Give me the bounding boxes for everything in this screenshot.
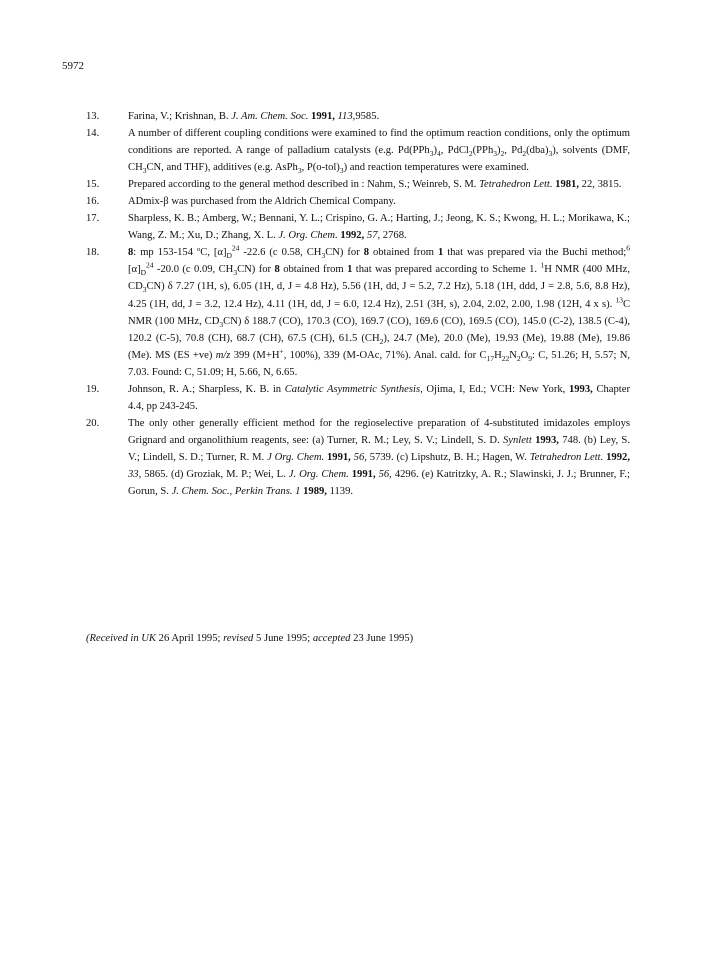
ref-text: CN) δ 188.7 (CO), 170.3 (CO), 169.7 (CO), 169.6 (CO), 169.5 (CO), 145.0 (C-2), 138.5 (C-4), 120.2 (C-5), 70.8 (CH), 68.7 (CH), 67.5 (CH), 61.5 (CH — [128, 315, 630, 344]
journal-name: J. Org. Chem. — [288, 468, 349, 480]
subscript: D — [140, 268, 147, 278]
ref-volume: 113, — [337, 111, 356, 122]
subscript: 3 — [233, 268, 238, 278]
ref-text: 399 (M+H — [233, 349, 280, 361]
ref-text: (PPh — [472, 145, 494, 157]
references-list — [86, 108, 630, 500]
ref-text: Prepared according to the general method described in : Nahm, S.; Weinreb, S. M. — [128, 179, 477, 191]
ref-text: that was prepared via the Buchi method; — [447, 247, 627, 259]
reference-number: 16. — [86, 196, 100, 208]
book-title: Catalytic Asymmetric Synthesis, — [284, 383, 423, 395]
ref-text: N — [509, 349, 517, 361]
journal-name: J Org. Chem. — [267, 451, 325, 463]
ref-text: that was prepared according to Scheme 1. — [355, 264, 538, 276]
mass-ratio-label: m/z — [215, 349, 231, 361]
ref-year: 1981, — [555, 179, 579, 191]
page-number: 5972 — [62, 60, 84, 72]
ref-text: CN) for — [237, 264, 272, 276]
ref-text: 4296. (e) Katritzky, A. R.; Slawinski, J. J.; Brunner, F.; Gorun, S. — [128, 468, 631, 498]
ref-text: 748. (b) Ley, S. V.; Lindell, S. D.; Turner, R. M. — [128, 434, 630, 463]
subscript: 3 — [493, 149, 497, 159]
ref-pages: 3815. — [597, 179, 622, 191]
reference-17 — [86, 210, 630, 244]
reference-number: 19. — [86, 383, 100, 395]
subscript: 3 — [142, 166, 147, 176]
ref-pages: 2768. — [382, 230, 407, 242]
reference-20 — [86, 415, 630, 500]
compound-number: 8 — [274, 264, 280, 276]
subscript: 4 — [437, 149, 441, 159]
accepted-date: 23 June 1995) — [353, 633, 414, 644]
ref-text: [α] — [128, 264, 141, 276]
ref-text: , P(o-tol) — [301, 162, 340, 174]
ref-text: ), 24.7 (Me), 20.0 (Me), 19.93 (Me), 19.88 (Me), 19.86 (Me). MS (ES +ve) — [128, 332, 630, 361]
ref-pages: 9585. — [355, 111, 380, 122]
ref-volume: 33, — [128, 468, 142, 480]
ref-text: obtained from — [283, 264, 344, 276]
journal-name: J. Chem. Soc., Perkin Trans. 1 — [171, 486, 301, 498]
reference-13 — [86, 108, 630, 125]
subscript: 17 — [486, 353, 495, 363]
superscript: + — [279, 346, 284, 356]
reference-19 — [86, 381, 630, 415]
reference-number: 17. — [86, 213, 100, 225]
ref-text: -22.6 (c 0.58, CH — [239, 247, 322, 259]
received-date: 26 April 1995; — [158, 633, 221, 644]
ref-text: Ojima, I, Ed.; VCH: New York, — [426, 383, 566, 395]
journal-name: J. Org. Chem. — [278, 230, 338, 242]
ref-text: -20.0 (c 0.09, CH — [153, 264, 234, 276]
ref-text: O — [520, 349, 529, 361]
revised-label: revised — [223, 633, 254, 644]
reference-14 — [86, 125, 630, 176]
compound-number: 8 — [363, 247, 369, 259]
reference-18 — [86, 244, 630, 380]
journal-name: J. Am. Chem. Soc. — [231, 111, 309, 122]
ref-text: Chapter 4.4, pp 243-245. — [128, 383, 630, 412]
ref-text: C NMR (100 MHz, CD — [128, 298, 631, 327]
ref-year: 1993, — [535, 434, 559, 446]
reference-15 — [86, 176, 630, 193]
reference-number: 15. — [86, 179, 100, 191]
subscript: 2 — [468, 149, 473, 159]
journal-name: Synlett — [502, 434, 532, 446]
compound-number: 1 — [347, 264, 353, 276]
received-dates-line — [86, 633, 413, 644]
subscript: 2 — [516, 353, 521, 363]
subscript: 2 — [522, 149, 527, 159]
subscript: 3 — [321, 251, 326, 261]
subscript: D — [226, 251, 232, 261]
reference-number: 20. — [86, 417, 100, 429]
ref-year: 1989, — [303, 486, 327, 498]
ref-text: CN) for — [325, 247, 360, 259]
journal-name: Tetrahedron Lett. — [479, 179, 553, 191]
subscript: 2 — [379, 336, 384, 346]
reference-number: 18. — [86, 247, 100, 259]
ref-year: 1992, — [606, 451, 630, 463]
ref-text: The only other generally efficient method for the regioselective preparation of 4-substituted imidazoles employs Grignard and organolithium reagents, see: (a) Turner, R. M.; Ley, S. V.; Lindell, S. D. — [128, 417, 630, 446]
ref-year: 1991, — [326, 451, 351, 463]
ref-text: (dba) — [526, 145, 549, 157]
subscript: 3 — [429, 149, 434, 159]
reference-16 — [86, 193, 630, 210]
ref-text: ) — [433, 145, 438, 157]
ref-text: 5865. (d) Groziak, M. P.; Wei, L. — [144, 468, 286, 480]
subscript: 3 — [142, 285, 147, 295]
ref-text: , Pd — [504, 145, 523, 157]
ref-volume: 22, — [581, 179, 595, 191]
reference-number: 13. — [86, 111, 100, 122]
ref-pages: 1139. — [329, 486, 354, 498]
ref-year: 1991, — [311, 111, 335, 122]
subscript: 3 — [297, 166, 302, 176]
ref-year: 1993, — [568, 383, 593, 395]
ref-volume: 56, — [378, 468, 392, 480]
superscript: 24 — [231, 243, 240, 253]
subscript: 3 — [219, 319, 224, 329]
ref-text: , PdCl — [440, 145, 469, 157]
ref-text: ), solvents (DMF, CH — [128, 145, 630, 174]
ref-text: Johnson, R. A.; Sharpless, K. B. in — [128, 383, 282, 395]
accepted-label: accepted — [312, 633, 351, 644]
received-label: (Received in UK — [86, 633, 157, 644]
ref-text: : mp 153-154 ºC, [α] — [133, 247, 227, 259]
ref-text: : C, 51.26; H, 5.57; N, 7.03. Found: C, 51.09; H, 5.66, N, 6.65. — [128, 349, 630, 378]
ref-text: obtained from — [372, 247, 434, 259]
ref-volume: 57, — [366, 230, 381, 242]
ref-year: 1991, — [351, 468, 376, 480]
superscript: 13 — [615, 294, 623, 304]
ref-text: ) — [497, 145, 501, 157]
ref-text: CN) δ 7.27 (1H, s), 6.05 (1H, d, J = 4.8 Hz), 5.56 (1H, dd, J = 5.2, 7.2 Hz), 5.18 (1H, ddd, J = 2.8, 5.6, 8.8 Hz), 4.25 (1H, dd, J = 3.2, 12.4 Hz), 4.11 (1H, dd, J = 6.0, 12.4 Hz), 2.51 (3H, s), 2.04, 2.02, 2.00, 1.98 (12H, 4 x s). — [128, 281, 630, 310]
ref-text: CN, and THF), additives (e.g. AsPh — [146, 162, 298, 174]
ref-year: 1992, — [340, 230, 365, 242]
subscript: 3 — [548, 149, 553, 159]
ref-text: ADmix-β was purchased from the Aldrich Chemical Company. — [128, 196, 396, 208]
subscript: 3 — [339, 166, 344, 176]
ref-volume: 56, — [353, 451, 367, 463]
ref-text: 5739. (c) Lipshutz, B. H.; Hagen, W. — [369, 451, 527, 463]
reference-number: 14. — [86, 128, 100, 140]
ref-text: Sharpless, K. B.; Amberg, W.; Bennani, Y. L.; Crispino, G. A.; Harting, J.; Jeong, K. S.; Kwong, H. L.; Morikawa, K.; Wang, Z. M.; Xu, D.; Zhang, X. L. — [128, 213, 630, 242]
superscript: 24 — [146, 260, 154, 270]
ref-text: Farina, V.; Krishnan, B. — [128, 111, 229, 122]
superscript: 6 — [626, 243, 630, 253]
ref-text: , 100%), 339 (M-OAc, 71%). Anal. cald. for C — [283, 349, 487, 361]
ref-text: H NMR (400 MHz, CD — [128, 264, 631, 293]
ref-text: ) and reaction temperatures were examined. — [343, 162, 529, 174]
ref-text: A number of different coupling conditions were examined to find the optimum reaction conditions, only the optimum conditions are reported. A range of palladium catalysts (e.g. Pd(PPh — [128, 128, 630, 157]
compound-number: 8 — [128, 247, 134, 259]
subscript: 9 — [528, 353, 533, 363]
journal-name: Tetrahedron Lett. — [529, 451, 604, 463]
superscript: 1 — [540, 260, 545, 270]
subscript: 22 — [501, 353, 510, 363]
compound-number: 1 — [437, 247, 444, 259]
subscript: 2 — [500, 149, 505, 159]
revised-date: 5 June 1995; — [256, 633, 311, 644]
ref-text: H — [494, 349, 502, 361]
